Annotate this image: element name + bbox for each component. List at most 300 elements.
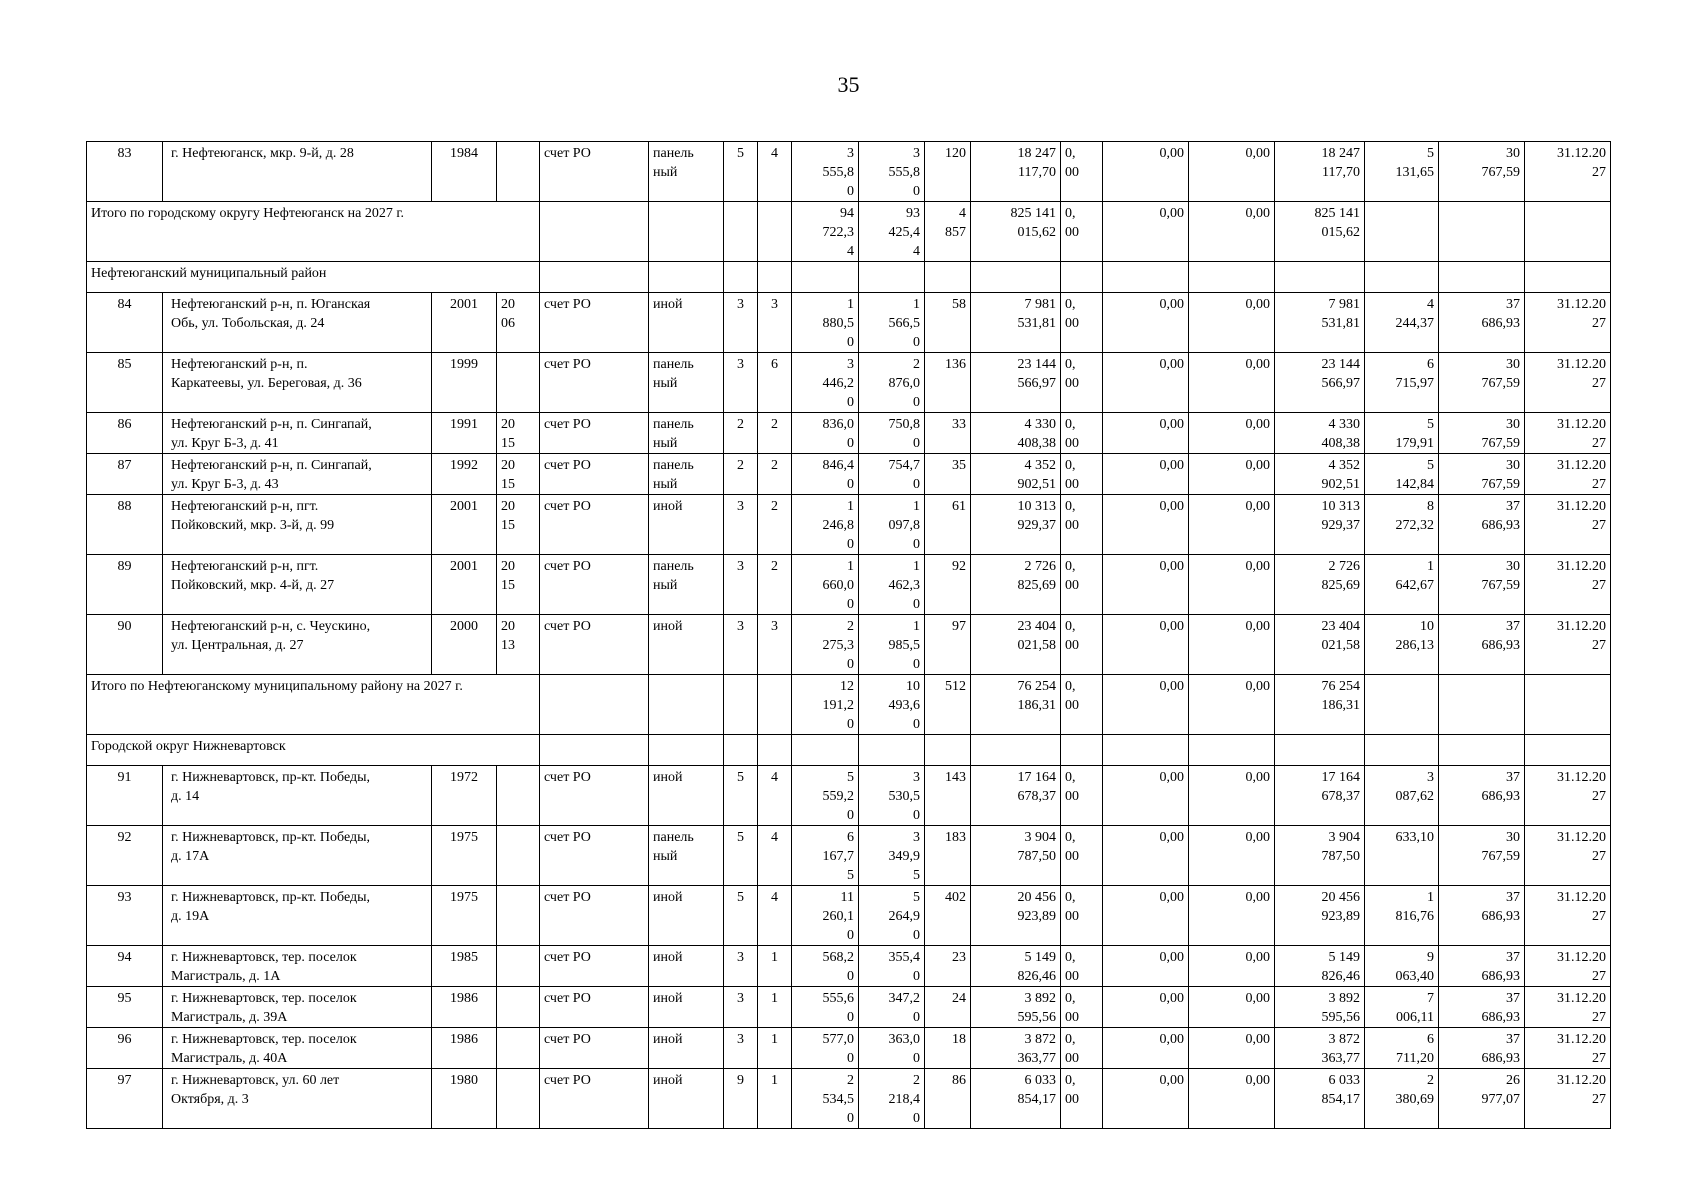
living-area-cell-line: 0 [913,597,920,612]
account-type-cell-line: счет РО [544,146,591,161]
total-area-cell [792,766,859,826]
floors-cell-line: 3 [737,991,744,1006]
wall-material-cell-line: ный [653,849,678,864]
living-area-cell [859,1069,925,1129]
empty-cell [792,735,859,766]
total-area-cell [792,495,859,555]
account-type-cell-line: счет РО [544,619,591,634]
address-cell-line: Обь, ул. Тобольская, д. 24 [171,316,325,331]
address-cell-line: ул. Круг Б-3, д. 41 [171,436,279,451]
specific-cost-cell-line: 142,84 [1395,477,1434,492]
limit-cost-cell-line: 767,59 [1481,165,1520,180]
row-number-cell-line: 91 [117,770,132,785]
living-area-cell-line: 1 [913,559,920,574]
total-area-cell-line: 94 [840,206,854,221]
address-cell-line: г. Нижневартовск, ул. 60 лет [171,1073,340,1088]
entrances-cell-line: 2 [771,417,778,432]
account-type-cell-line: счет РО [544,1032,591,1047]
build-year-cell-line: 1985 [450,950,478,965]
floors-cell [724,826,758,886]
living-area-cell-line: 985,5 [888,638,920,653]
account-type-cell [540,495,649,555]
total-area-cell [792,615,859,675]
total-area-cell-line: 0 [847,436,854,451]
completion-date-cell-line: 31.12.20 [1557,499,1606,514]
living-area-cell-line: 2 [913,1073,920,1088]
limit-cost-cell-line: 30 [1506,830,1520,845]
total-area-cell-line: 0 [847,1051,854,1066]
address-cell [163,293,432,353]
owner-funds-cell-line: 531,81 [1321,316,1360,331]
table-row [87,142,1611,202]
living-area-cell-line: 0 [913,477,920,492]
completion-date-cell-line: 27 [1592,436,1606,451]
total-area-cell [792,202,859,262]
build-year-cell [432,886,497,946]
owner-funds-cell-line: 23 404 [1321,619,1360,634]
overhaul-year-cell [497,495,540,555]
address-cell [163,615,432,675]
total-cost-cell-line: 595,56 [1017,1010,1056,1025]
entrances-cell-line: 1 [771,1073,778,1088]
empty-cell [1439,675,1525,735]
local-funds-cell-line: 0,00 [1245,499,1270,514]
overhaul-year-cell [497,766,540,826]
table-row [87,766,1611,826]
account-type-cell [540,886,649,946]
floors-cell [724,886,758,946]
total-area-cell-line: 1 [847,559,854,574]
total-cost-cell-line: 3 872 [1024,1032,1056,1047]
empty-cell [758,735,792,766]
table-row [87,454,1611,495]
owner-funds-cell [1275,1069,1365,1129]
federal-funds-cell-line: 0, [1065,559,1076,574]
section-title-cell-line: Нефтеюганский муниципальный район [91,266,327,281]
address-cell-line: д. 19А [171,909,210,924]
completion-date-cell-line: 31.12.20 [1557,991,1606,1006]
residents-cell [925,555,971,615]
living-area-cell-line: 355,4 [888,950,920,965]
owner-funds-cell [1275,675,1365,735]
floors-cell [724,1028,758,1069]
floors-cell-line: 3 [737,950,744,965]
regional-funds-cell [1103,495,1189,555]
federal-funds-cell-line: 00 [1065,969,1079,984]
federal-funds-cell-line: 0, [1065,1032,1076,1047]
owner-funds-cell-line: 186,31 [1321,698,1360,713]
owner-funds-cell-line: 76 254 [1321,679,1360,694]
total-cost-cell-line: 902,51 [1017,477,1056,492]
row-number-cell-line: 85 [117,357,132,372]
total-cost-cell [971,555,1061,615]
living-area-cell-line: 0 [913,1051,920,1066]
completion-date-cell-line: 27 [1592,477,1606,492]
floors-cell-line: 3 [737,297,744,312]
owner-funds-cell-line: 825 141 [1314,206,1360,221]
federal-funds-cell-line: 00 [1065,849,1079,864]
wall-material-cell [649,946,724,987]
regional-funds-cell [1103,142,1189,202]
limit-cost-cell-line: 767,59 [1481,477,1520,492]
total-area-cell [792,826,859,886]
empty-cell [649,735,724,766]
specific-cost-cell-line: 5 [1427,146,1434,161]
specific-cost-cell [1365,1028,1439,1069]
total-area-cell-line: 2 [847,1073,854,1088]
entrances-cell-line: 2 [771,499,778,514]
total-area-cell-line: 555,6 [822,991,854,1006]
entrances-cell-line: 2 [771,458,778,473]
federal-funds-cell-line: 0, [1065,458,1076,473]
specific-cost-cell-line: 131,65 [1395,165,1434,180]
living-area-cell-line: 1 [913,619,920,634]
total-area-cell-line: 0 [847,537,854,552]
completion-date-cell [1525,142,1611,202]
total-row [87,675,1611,735]
floors-cell [724,413,758,454]
address-cell-line: г. Нижневартовск, тер. поселок [171,1032,357,1047]
local-funds-cell-line: 0,00 [1245,770,1270,785]
regional-funds-cell-line: 0,00 [1159,619,1184,634]
total-cost-cell [971,886,1061,946]
living-area-cell [859,495,925,555]
floors-cell [724,353,758,413]
overhaul-year-cell-line: 20 [501,499,515,514]
regional-funds-cell [1103,766,1189,826]
living-area-cell-line: 10 [906,679,920,694]
specific-cost-cell-line: 9 [1427,950,1434,965]
limit-cost-cell-line: 686,93 [1481,909,1520,924]
completion-date-cell [1525,353,1611,413]
completion-date-cell-line: 31.12.20 [1557,770,1606,785]
completion-date-cell-line: 31.12.20 [1557,619,1606,634]
residents-cell-line: 97 [952,619,966,634]
living-area-cell-line: 530,5 [888,789,920,804]
wall-material-cell [649,1069,724,1129]
regional-funds-cell-line: 0,00 [1159,146,1184,161]
entrances-cell-line: 4 [771,146,778,161]
floors-cell-line: 5 [737,830,744,845]
section-title-cell-line: Городской округ Нижневартовск [91,739,286,754]
total-cost-cell-line: 923,89 [1017,909,1056,924]
empty-cell [1365,675,1439,735]
total-area-cell [792,946,859,987]
table-row [87,293,1611,353]
living-area-cell-line: 264,9 [888,909,920,924]
federal-funds-cell-line: 00 [1065,1051,1079,1066]
wall-material-cell [649,987,724,1028]
specific-cost-cell-line: 087,62 [1395,789,1434,804]
living-area-cell [859,826,925,886]
address-cell-line: г. Нижневартовск, пр-кт. Победы, [171,830,371,845]
address-cell [163,946,432,987]
local-funds-cell-line: 0,00 [1245,619,1270,634]
build-year-cell [432,495,497,555]
total-cost-cell [971,1069,1061,1129]
overhaul-year-cell [497,987,540,1028]
living-area-cell-line: 2 [913,357,920,372]
specific-cost-cell-line: 063,40 [1395,969,1434,984]
floors-cell [724,495,758,555]
address-cell-line: г. Нижневартовск, тер. поселок [171,991,357,1006]
row-number-cell-line: 90 [117,619,132,634]
living-area-cell-line: 0 [913,928,920,943]
federal-funds-cell [1061,1069,1103,1129]
total-area-cell [792,675,859,735]
owner-funds-cell-line: 3 872 [1328,1032,1360,1047]
total-cost-cell-line: 3 892 [1024,991,1056,1006]
federal-funds-cell-line: 0, [1065,950,1076,965]
wall-material-cell-line: иной [653,619,683,634]
build-year-cell [432,615,497,675]
living-area-cell-line: 493,6 [888,698,920,713]
build-year-cell [432,1028,497,1069]
limit-cost-cell-line: 686,93 [1481,1010,1520,1025]
specific-cost-cell [1365,946,1439,987]
limit-cost-cell-line: 37 [1506,950,1520,965]
limit-cost-cell-line: 686,93 [1481,1051,1520,1066]
wall-material-cell-line: панель [653,417,694,432]
address-cell [163,826,432,886]
total-area-cell-line: 6 [847,830,854,845]
empty-cell [649,262,724,293]
total-cost-cell-line: 2 726 [1024,559,1056,574]
entrances-cell [758,413,792,454]
address-cell [163,353,432,413]
housing-repair-table [86,141,1611,1129]
living-area-cell-line: 5 [913,868,920,883]
empty-cell [1525,675,1611,735]
regional-funds-cell-line: 0,00 [1159,357,1184,372]
account-type-cell [540,1069,649,1129]
empty-cell [1103,262,1189,293]
floors-cell-line: 5 [737,146,744,161]
section-header-row [87,262,1611,293]
address-cell [163,454,432,495]
empty-cell [1189,262,1275,293]
address-cell-line: г. Нефтеюганск, мкр. 9-й, д. 28 [171,146,354,161]
local-funds-cell [1189,675,1275,735]
floors-cell-line: 3 [737,357,744,372]
row-number-cell-line: 93 [117,890,132,905]
total-area-cell-line: 0 [847,657,854,672]
overhaul-year-cell [497,615,540,675]
completion-date-cell-line: 27 [1592,1010,1606,1025]
account-type-cell [540,555,649,615]
total-area-cell-line: 880,5 [822,316,854,331]
limit-cost-cell [1439,555,1525,615]
federal-funds-cell-line: 0, [1065,206,1076,221]
address-cell [163,1069,432,1129]
specific-cost-cell [1365,142,1439,202]
limit-cost-cell [1439,454,1525,495]
owner-funds-cell [1275,454,1365,495]
total-area-cell [792,987,859,1028]
owner-funds-cell [1275,766,1365,826]
local-funds-cell-line: 0,00 [1245,679,1270,694]
living-area-cell-line: 0 [913,335,920,350]
table-row [87,353,1611,413]
wall-material-cell-line: ный [653,165,678,180]
local-funds-cell-line: 0,00 [1245,1073,1270,1088]
completion-date-cell [1525,495,1611,555]
row-number-cell [87,495,163,555]
specific-cost-cell-line: 006,11 [1396,1010,1434,1025]
living-area-cell [859,675,925,735]
federal-funds-cell [1061,987,1103,1028]
local-funds-cell [1189,454,1275,495]
completion-date-cell [1525,886,1611,946]
address-cell-line: ул. Центральная, д. 27 [171,638,304,653]
living-area-cell-line: 555,8 [888,165,920,180]
wall-material-cell-line: панель [653,357,694,372]
living-area-cell [859,202,925,262]
local-funds-cell [1189,495,1275,555]
empty-cell [1439,262,1525,293]
living-area-cell [859,766,925,826]
residents-cell-line: 136 [945,357,966,372]
residents-cell-line: 35 [952,458,966,473]
local-funds-cell [1189,555,1275,615]
specific-cost-cell [1365,615,1439,675]
total-area-cell [792,413,859,454]
specific-cost-cell-line: 10 [1420,619,1434,634]
living-area-cell-line: 0 [913,184,920,199]
federal-funds-cell-line: 0, [1065,297,1076,312]
overhaul-year-cell [497,1028,540,1069]
table-row [87,826,1611,886]
owner-funds-cell [1275,413,1365,454]
regional-funds-cell-line: 0,00 [1159,458,1184,473]
address-cell-line: ул. Круг Б-3, д. 43 [171,477,279,492]
federal-funds-cell [1061,202,1103,262]
completion-date-cell-line: 31.12.20 [1557,458,1606,473]
owner-funds-cell [1275,987,1365,1028]
empty-cell [792,262,859,293]
living-area-cell [859,1028,925,1069]
local-funds-cell-line: 0,00 [1245,890,1270,905]
living-area-cell-line: 3 [913,830,920,845]
empty-cell [1061,735,1103,766]
floors-cell [724,615,758,675]
address-cell [163,142,432,202]
local-funds-cell-line: 0,00 [1245,830,1270,845]
owner-funds-cell [1275,615,1365,675]
owner-funds-cell-line: 10 313 [1321,499,1360,514]
federal-funds-cell-line: 0, [1065,679,1076,694]
wall-material-cell-line: иной [653,991,683,1006]
empty-cell [859,262,925,293]
empty-cell [925,735,971,766]
total-cost-cell-line: 826,46 [1017,969,1056,984]
owner-funds-cell-line: 015,62 [1321,225,1360,240]
owner-funds-cell-line: 787,50 [1321,849,1360,864]
entrances-cell [758,886,792,946]
row-number-cell [87,615,163,675]
regional-funds-cell [1103,987,1189,1028]
account-type-cell-line: счет РО [544,499,591,514]
total-cost-cell-line: 23 144 [1017,357,1056,372]
table-row [87,555,1611,615]
limit-cost-cell-line: 686,93 [1481,969,1520,984]
wall-material-cell [649,413,724,454]
floors-cell [724,555,758,615]
total-cost-cell-line: 363,77 [1017,1051,1056,1066]
total-area-cell-line: 0 [847,477,854,492]
local-funds-cell [1189,615,1275,675]
residents-cell [925,293,971,353]
address-cell-line: Каркатеевы, ул. Береговая, д. 36 [171,376,362,391]
limit-cost-cell-line: 686,93 [1481,789,1520,804]
limit-cost-cell [1439,987,1525,1028]
completion-date-cell-line: 27 [1592,969,1606,984]
completion-date-cell-line: 31.12.20 [1557,950,1606,965]
living-area-cell [859,615,925,675]
regional-funds-cell [1103,555,1189,615]
specific-cost-cell-line: 642,67 [1395,578,1434,593]
overhaul-year-cell-line: 20 [501,458,515,473]
limit-cost-cell [1439,886,1525,946]
address-cell-line: Нефтеюганский р-н, п. Сингапай, [171,417,372,432]
local-funds-cell [1189,766,1275,826]
address-cell-line: Магистраль, д. 40А [171,1051,288,1066]
residents-cell-line: 92 [952,559,966,574]
regional-funds-cell-line: 0,00 [1159,830,1184,845]
account-type-cell [540,454,649,495]
total-area-cell-line: 3 [847,357,854,372]
row-number-cell [87,142,163,202]
federal-funds-cell-line: 00 [1065,518,1079,533]
build-year-cell [432,413,497,454]
owner-funds-cell-line: 678,37 [1321,789,1360,804]
overhaul-year-cell [497,826,540,886]
owner-funds-cell [1275,293,1365,353]
completion-date-cell-line: 31.12.20 [1557,830,1606,845]
federal-funds-cell-line: 00 [1065,638,1079,653]
total-row [87,202,1611,262]
wall-material-cell-line: панель [653,830,694,845]
table-row [87,946,1611,987]
specific-cost-cell-line: 7 [1427,991,1434,1006]
owner-funds-cell-line: 923,89 [1321,909,1360,924]
total-area-cell-line: 0 [847,928,854,943]
floors-cell-line: 9 [737,1073,744,1088]
address-cell-line: Нефтеюганский р-н, пгт. [171,559,319,574]
wall-material-cell [649,555,724,615]
federal-funds-cell [1061,886,1103,946]
completion-date-cell [1525,293,1611,353]
specific-cost-cell-line: 3 [1427,770,1434,785]
overhaul-year-cell [497,1069,540,1129]
completion-date-cell [1525,1028,1611,1069]
regional-funds-cell [1103,293,1189,353]
specific-cost-cell-line: 1 [1427,890,1434,905]
residents-cell-line: 857 [945,225,966,240]
empty-cell [1189,735,1275,766]
owner-funds-cell-line: 854,17 [1321,1092,1360,1107]
total-cost-cell [971,987,1061,1028]
account-type-cell-line: счет РО [544,1073,591,1088]
local-funds-cell-line: 0,00 [1245,146,1270,161]
federal-funds-cell-line: 0, [1065,991,1076,1006]
residents-cell [925,886,971,946]
total-label-cell-line: Итого по Нефтеюганскому муниципальному району на 2027 г. [91,679,463,694]
total-cost-cell [971,495,1061,555]
owner-funds-cell-line: 20 456 [1321,890,1360,905]
empty-cell [971,735,1061,766]
address-cell-line: д. 14 [171,789,200,804]
